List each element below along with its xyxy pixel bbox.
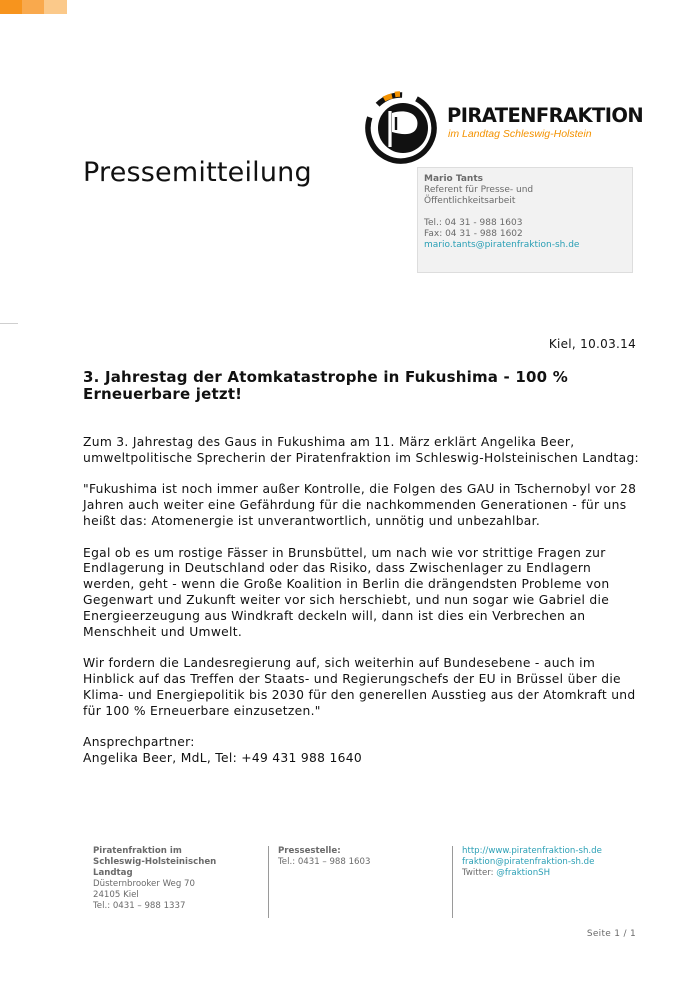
contact-person-label: Ansprechpartner:: [83, 735, 195, 750]
page-number: Seite 1 / 1: [586, 929, 636, 939]
piratenfraktion-logo[interactable]: [362, 83, 642, 167]
footer-press-column: [278, 846, 448, 918]
document-type-title: Pressemitteilung: [83, 157, 312, 188]
body-paragraph: Egal ob es um rostige Fässer in Brunsbüttel, um nach wie vor strittige Fragen zur Endlagerung in Deutschland oder das Risiko, dass Zwischenlager zu Endlagern werden, geht - wenn die Große Koalition in Berlin die drängendsten Probleme von Gegenwart und Zukunft weiter vor sich herschiebt, und nun sogar wie Gabriel die Energieerzeugung aus Windkraft deckeln will, dann ist dies ein Verbrechen an Menschheit und Umwelt.: [83, 545, 610, 639]
press-release-body: [83, 435, 643, 767]
body-paragraph: Zum 3. Jahrestag des Gaus in Fukushima am 11. März erklärt Angelika Beer, umweltpolitische Sprecherin der Piratenfraktion im Schleswig-Holsteinischen Landtag:: [83, 435, 639, 465]
press-contact-box: [417, 167, 633, 273]
footer-divider: [268, 846, 269, 918]
footer-org-line: Piratenfraktion im: [93, 846, 182, 856]
footer-divider: [452, 846, 453, 918]
footer-address-column: [93, 846, 263, 918]
footer: [84, 846, 636, 918]
corner-strip-segment: [0, 0, 22, 14]
release-date: Kiel, 10.03.14: [548, 337, 636, 351]
footer-tel: Tel.: 0431 – 988 1337: [93, 901, 186, 911]
brand-name: PIRATENFRAKTION: [447, 104, 644, 127]
contact-role-line: Referent für Presse- und: [424, 185, 534, 195]
pirate-flag-icon: [362, 83, 442, 167]
footer-city: 24105 Kiel: [93, 890, 139, 900]
contact-tel: Tel.: 04 31 - 988 1603: [424, 218, 523, 228]
corner-strip-segment: [22, 0, 44, 14]
contact-person: Angelika Beer, MdL, Tel: +49 431 988 1640: [83, 750, 362, 765]
footer-website-link[interactable]: http://www.piratenfraktion-sh.de: [462, 846, 602, 856]
corner-color-strip: [0, 0, 67, 14]
footer-org-line: Schleswig-Holsteinischen: [93, 857, 217, 867]
corner-strip-segment: [44, 0, 67, 14]
footer-links-column: [462, 846, 642, 918]
footer-org-line: Landtag: [93, 868, 133, 878]
footer-email-link[interactable]: fraktion@piratenfraktion-sh.de: [462, 857, 595, 867]
footer-street: Düsternbrooker Weg 70: [93, 879, 195, 889]
footer-twitter-label: Twitter:: [462, 868, 494, 878]
press-release-headline: 3. Jahrestag der Atomkatastrophe in Fukushima - 100 % Erneuerbare jetzt!: [83, 368, 568, 403]
contact-fax: Fax: 04 31 - 988 1602: [424, 229, 523, 239]
contact-email-link[interactable]: mario.tants@piratenfraktion-sh.de: [424, 240, 580, 250]
body-paragraph: "Fukushima ist noch immer außer Kontrolle, die Folgen des GAU in Tschernobyl vor 28 Jahren auch weiter eine Gefährdung für die nachkommenden Generationen - für uns heißt das: Atomenergie ist unverantwortlich, unnötig und unbezahlbar.: [83, 482, 637, 528]
body-paragraph: Wir fordern die Landesregierung auf, sich weiterhin auf Bundesebene - auch im Hinblick auf das Treffen der Staats- und Regierungschefs der EU in Brüssel über die Klima- und Energiepolitik bis 2030 für den generellen Ausstieg aus der Atomkraft und für 100 % Erneuerbare einzusetzen.": [83, 656, 636, 718]
fold-mark: [0, 323, 18, 324]
footer-press-label: Pressestelle:: [278, 846, 341, 856]
footer-press-tel: Tel.: 0431 – 988 1603: [278, 857, 371, 867]
footer-twitter-link[interactable]: @fraktionSH: [496, 868, 551, 878]
brand-subtitle: im Landtag Schleswig-Holstein: [448, 128, 592, 140]
contact-name: Mario Tants: [424, 174, 483, 184]
footer-twitter: [462, 868, 642, 879]
contact-role-line: Öffentlichkeitsarbeit: [424, 196, 516, 206]
